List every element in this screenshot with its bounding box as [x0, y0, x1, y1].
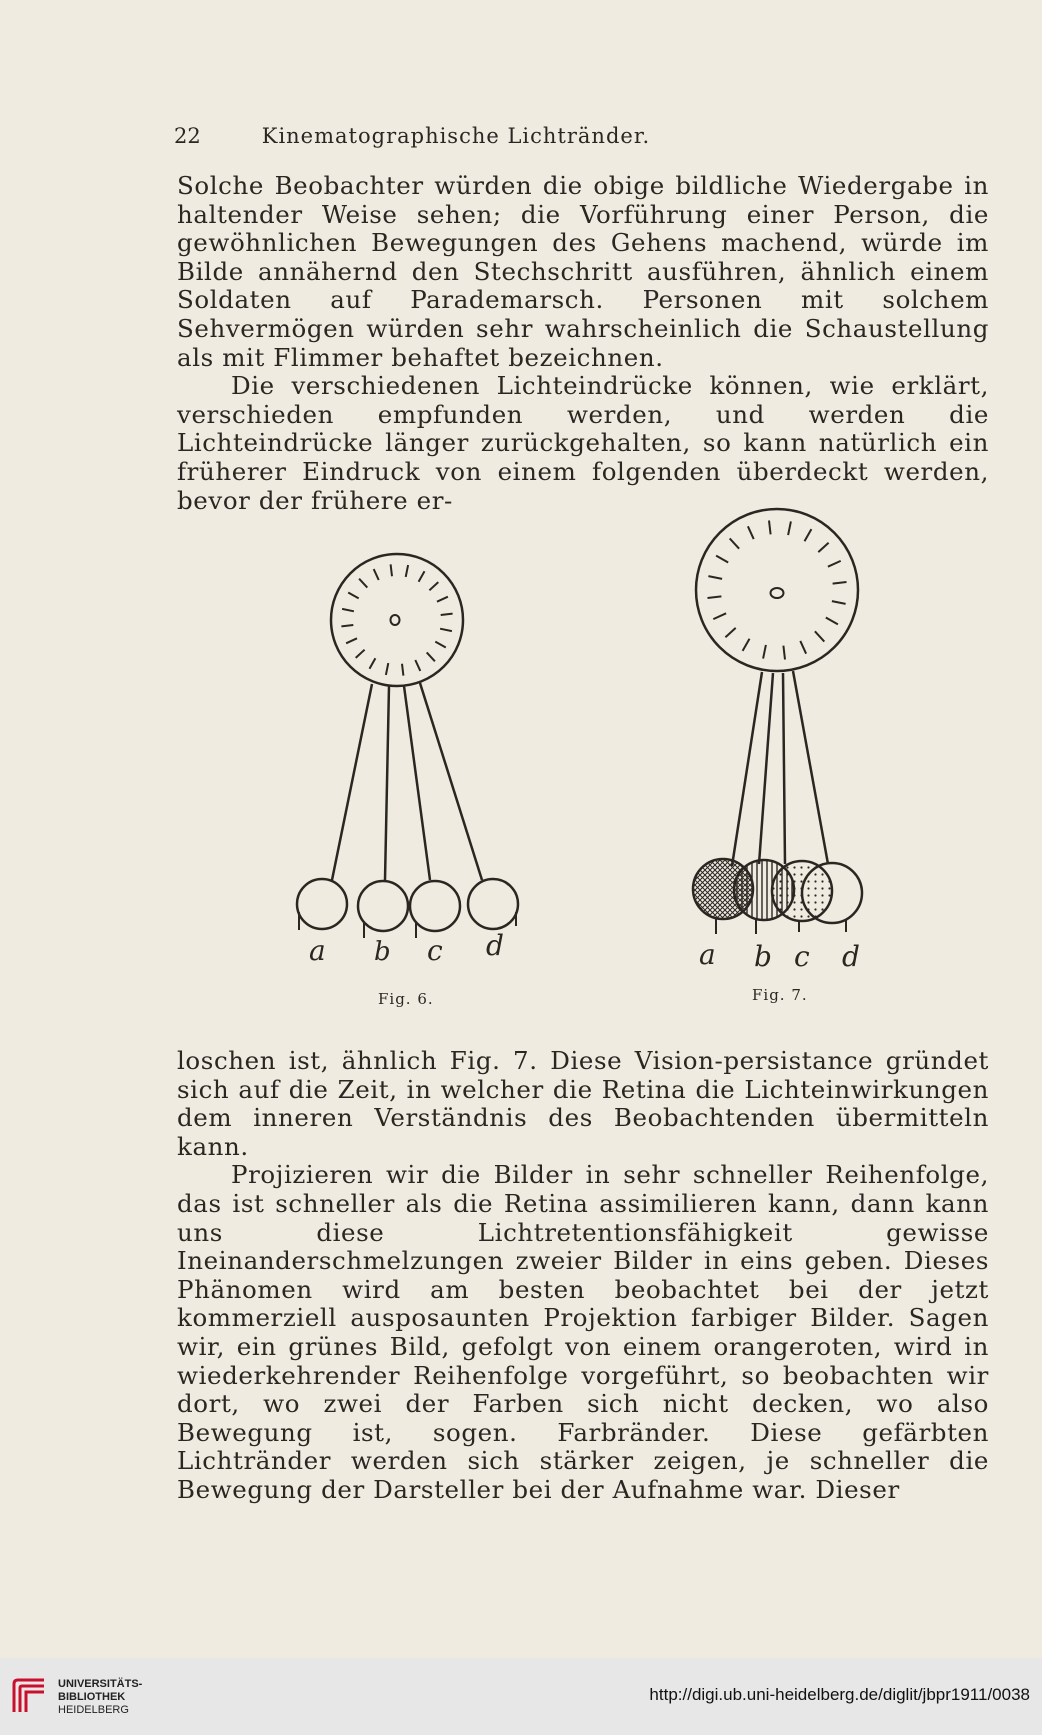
- disk-tick: [346, 638, 357, 643]
- disk-tick: [800, 641, 806, 654]
- disk-tick: [743, 639, 750, 651]
- institution-line: HEIDELBERG: [58, 1704, 129, 1716]
- label-a: a: [309, 934, 326, 967]
- paragraph: loschen ist, ähnlich Fig. 7. Diese Vision-persistance gründet sich auf die Zeit, in welcher die Retina die Lichteinwirkungen dem inneren Verständnis des Beobachtenden übermitteln kann.: [177, 1046, 989, 1161]
- disk-tick: [435, 642, 446, 648]
- disk-tick: [805, 529, 812, 541]
- disk-tick: [427, 652, 435, 661]
- figures-illustration: [280, 500, 900, 1020]
- disk: [696, 509, 858, 671]
- disk-tick: [341, 625, 353, 626]
- label-b: b: [754, 940, 772, 973]
- disk-tick: [391, 564, 392, 576]
- disk-tick: [833, 582, 847, 584]
- disk-tick: [359, 579, 367, 588]
- disk-tick: [725, 628, 735, 637]
- disk-tick: [406, 565, 408, 577]
- disk-tick: [716, 556, 728, 563]
- institution-line: UNIVERSITÄTS-: [58, 1678, 143, 1690]
- source-url-link[interactable]: http://digi.ub.uni-heidelberg.de/diglit/jbpr1911/0038: [649, 1685, 1030, 1704]
- disk-tick: [342, 609, 354, 611]
- ball-a: [297, 879, 347, 929]
- disk: [331, 554, 463, 686]
- body-text-bottom: [177, 1047, 989, 1505]
- label-d: d: [486, 929, 504, 962]
- disk-tick: [415, 660, 420, 671]
- figure-6: [297, 554, 518, 967]
- disk-tick: [348, 593, 359, 599]
- figure-7: [693, 509, 862, 973]
- label-c: c: [427, 934, 443, 967]
- page-header: [174, 124, 738, 156]
- disk-tick: [828, 561, 841, 567]
- disk-tick: [374, 569, 379, 580]
- ball-a: [693, 859, 753, 919]
- disk-tick: [783, 646, 785, 660]
- disk-tick: [441, 614, 453, 615]
- page-number: 22: [174, 124, 201, 148]
- disk-tick: [356, 650, 365, 658]
- disk-center: [771, 588, 784, 598]
- disk-ticks: [708, 521, 847, 660]
- ball-d: [468, 879, 518, 929]
- disk-tick: [386, 663, 388, 675]
- disk-tick: [370, 658, 376, 669]
- figure-area: [280, 500, 900, 1020]
- institution-name: [58, 1678, 142, 1717]
- disk-tick: [440, 629, 452, 631]
- paragraph: Solche Beobachter würden die obige bildliche Wiedergabe in haltender Weise sehen; die Vorführung einer Person, die gewöhnlichen Bewegungen des Gehens machend, würde im Bilde annähernd den Stechschritt ausführen, ähnlich einem Soldaten auf Parademarsch. Personen mit solchem Sehvermögen würden sehr wahrscheinlich die Schaustellung als mit Flimmer behaftet bezeichnen.: [177, 171, 989, 372]
- paragraph: Projizieren wir die Bilder in sehr schneller Reihenfolge, das ist schneller als die Retina assimilieren kann, dann kann uns diese Lichtretentionsfähigkeit gewisse Ineinanderschmelzungen zweier Bilder in eins geben. Dieses Phänomen wird am besten beobachtet bei der jetzt kommerziell ausposaunten Projektion farbiger Bilder. Sagen wir, ein grünes Bild, gefolgt von einem orangeroten, wird in wiederkehrender Reihenfolge vorgeführt, so beobachten wir dort, wo zwei der Farben sich nicht decken, wo also Bewegung ist, sogen. Farbränder. Diese gefärbten Lichtränder werden sich stärker zeigen, je schneller die Bewegung der Darsteller bei der Aufnahme war. Dieser: [177, 1160, 989, 1504]
- disk-tick: [818, 543, 828, 552]
- disk-tick: [437, 597, 448, 602]
- library-logo-icon: [10, 1676, 50, 1718]
- figure-7-caption: Fig. 7.: [752, 986, 808, 1004]
- disk-tick: [832, 601, 846, 604]
- disk-tick: [815, 631, 824, 641]
- disk-tick: [826, 618, 838, 625]
- disk-tick: [748, 526, 754, 539]
- disk-tick: [402, 664, 403, 676]
- ball-c: [410, 881, 460, 931]
- label-d: d: [842, 940, 860, 973]
- paragraph: Die verschiedenen Lichteindrücke können, wie erklärt, verschieden empfunden werden, und werden die Lichteindrücke länger zurückgehalten, so kann natürlich ein früherer Eindruck von einem folgenden überdeckt werden, bevor der frühere er-: [177, 371, 989, 515]
- running-title: Kinematographische Lichtränder.: [261, 124, 651, 148]
- label-b: b: [374, 937, 391, 967]
- disk-tick: [419, 571, 425, 582]
- disk-tick: [763, 645, 766, 659]
- disk-tick: [769, 521, 771, 535]
- disk-tick: [730, 538, 739, 548]
- disk-tick: [429, 582, 438, 590]
- figure-6-caption: Fig. 6.: [378, 990, 434, 1008]
- library-footer: [0, 1658, 1042, 1735]
- institution-line: BIBLIOTHEK: [58, 1691, 126, 1703]
- disk-center: [391, 615, 400, 625]
- label-a: a: [699, 938, 716, 971]
- ball-b: [358, 881, 408, 931]
- disk-tick: [708, 576, 722, 579]
- disk-tick: [788, 521, 791, 535]
- disk-ticks: [341, 564, 452, 675]
- label-c: c: [794, 940, 810, 973]
- disk-tick: [713, 613, 726, 619]
- body-text-top: [177, 172, 989, 515]
- disk-tick: [708, 596, 722, 598]
